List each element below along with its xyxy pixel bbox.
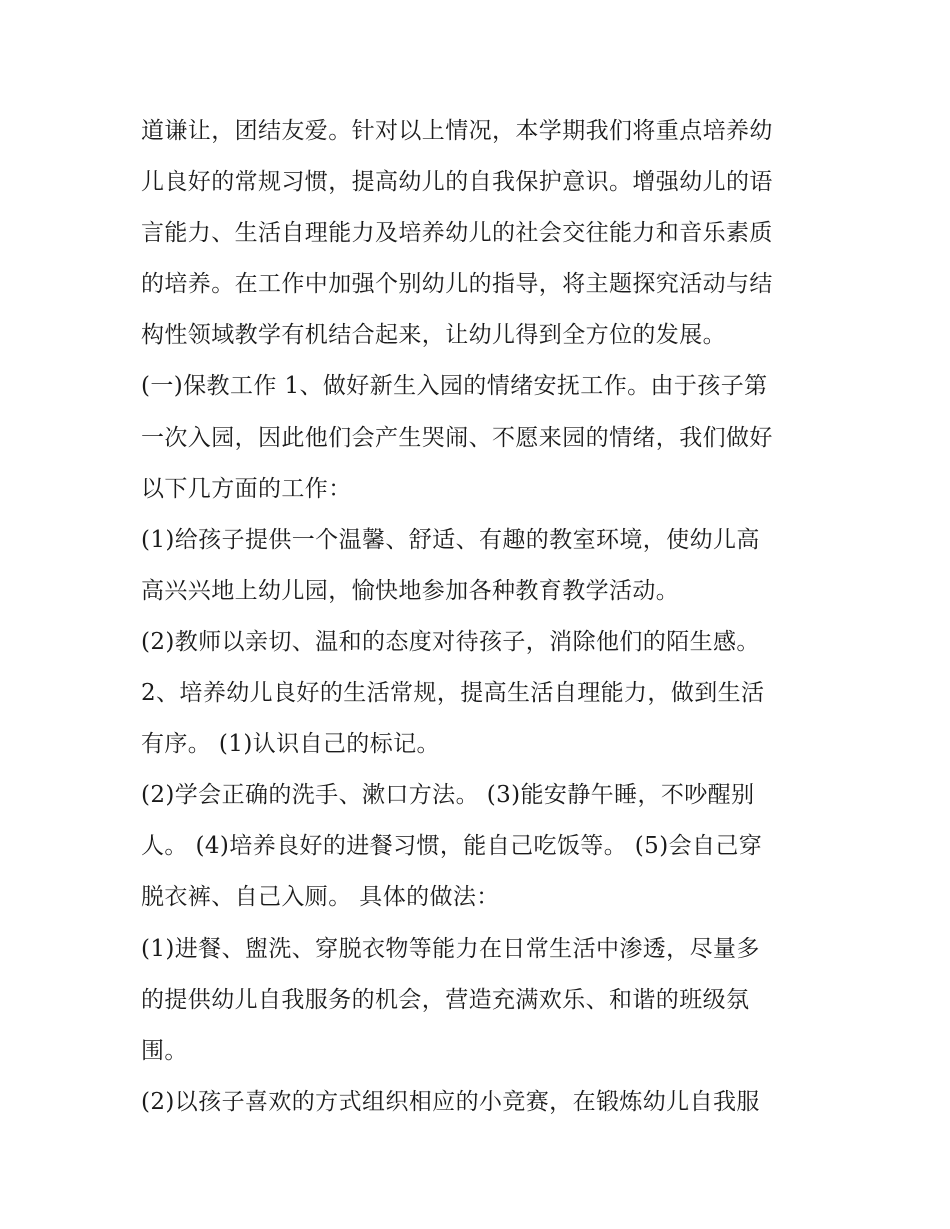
text-line: 儿良好的常规习惯，提高幼儿的自我保护意识。增强幼儿的语 [141, 169, 773, 196]
document-body [141, 106, 821, 1128]
text-line: 围。 [141, 1037, 188, 1064]
text-line: 人。 (4)培养良好的进餐习惯，能自己吃饭等。 (5)会自己穿 [141, 833, 763, 860]
text-line: (2)学会正确的洗手、漱口方法。 (3)能安静午睡，不吵醒别 [141, 782, 755, 809]
text-line: 构性领域教学有机结合起来，让幼儿得到全方位的发展。 [141, 322, 726, 349]
text-line: 一次入园，因此他们会产生哭闹、不愿来园的情绪，我们做好 [141, 424, 773, 451]
text-line: 有序。 (1)认识自己的标记。 [141, 731, 440, 758]
text-line: 脱衣裤、自己入厕。 具体的做法： [141, 884, 500, 911]
text-line: 以下几方面的工作： [141, 475, 352, 502]
text-line: (1)给孩子提供一个温馨、舒适、有趣的教室环境，使幼儿高 [141, 526, 760, 553]
text-line: 的培养。在工作中加强个别幼儿的指导，将主题探究活动与结 [141, 271, 773, 298]
text-line: (2)教师以亲切、温和的态度对待孩子，消除他们的陌生感。 [141, 628, 760, 655]
text-line: 的提供幼儿自我服务的机会，营造充满欢乐、和谐的班级氛 [141, 986, 750, 1013]
text-line: 2、培养幼儿良好的生活常规，提高生活自理能力，做到生活 [141, 680, 765, 707]
text-line: 道谦让，团结友爱。针对以上情况，本学期我们将重点培养幼 [141, 118, 773, 144]
text-line: (1)进餐、盥洗、穿脱衣物等能力在日常生活中渗透，尽量多 [141, 935, 760, 962]
text-line: 言能力、生活自理能力及培养幼儿的社会交往能力和音乐素质 [141, 220, 773, 247]
text-line: 高兴兴地上幼儿园，愉快地参加各种教育教学活动。 [141, 577, 680, 604]
text-line: (一)保教工作 1、做好新生入园的情绪安抚工作。由于孩子第 [141, 373, 768, 400]
text-line: (2)以孩子喜欢的方式组织相应的小竞赛，在锻炼幼儿自我服 [141, 1088, 760, 1115]
